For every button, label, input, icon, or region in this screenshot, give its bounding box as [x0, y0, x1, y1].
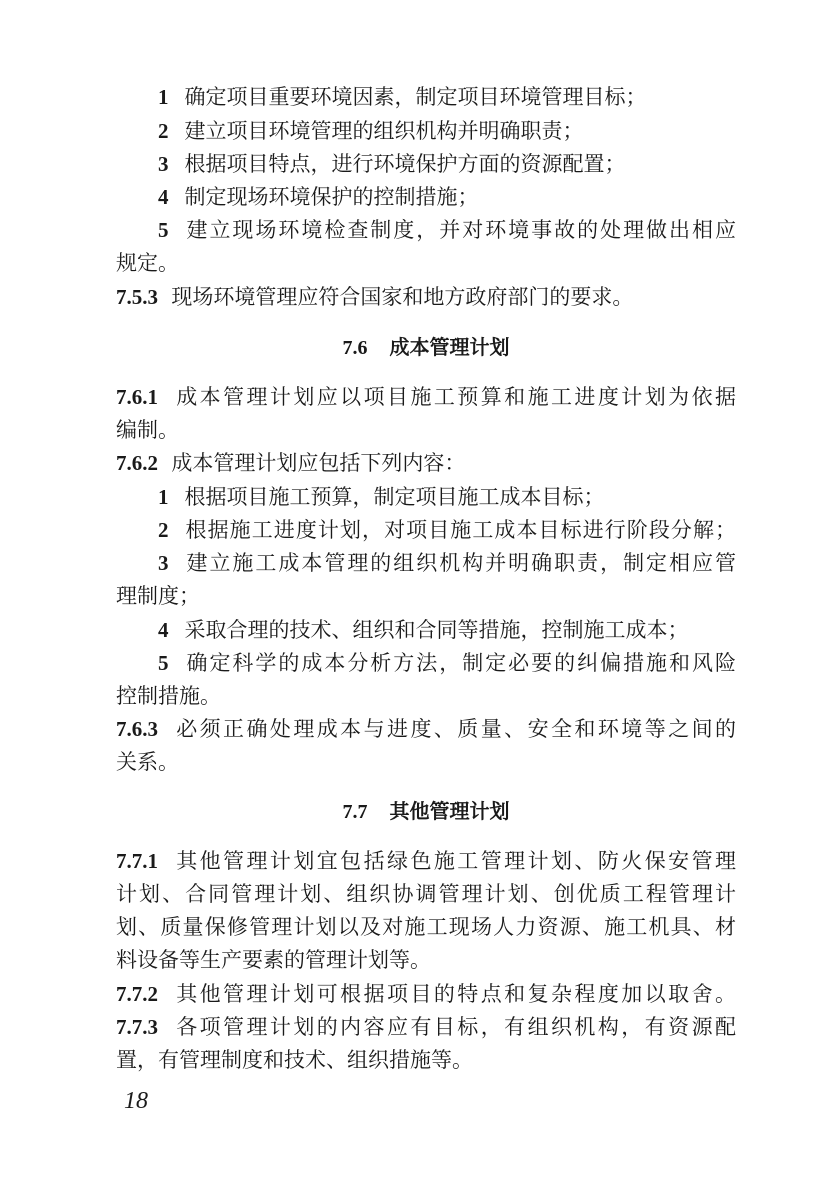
clause-7-6-3-continuation: 关系。	[116, 750, 179, 774]
list-item: 1 确定项目重要环境因素，制定项目环境管理目标；	[158, 85, 647, 109]
clause-7-6-3: 7.6.3 必须正确处理成本与进度、质量、安全和环境等之间的	[116, 717, 736, 741]
clause-7-7-1-continuation: 划、质量保修管理计划以及对施工现场人力资源、施工机具、材	[116, 915, 736, 939]
clause-7-7-3: 7.7.3 各项管理计划的内容应有目标，有组织机构，有资源配	[116, 1015, 736, 1039]
list-item: 4 采取合理的技术、组织和合同等措施，控制施工成本；	[158, 618, 689, 642]
list-item: 2 建立项目环境管理的组织机构并明确职责；	[158, 119, 584, 143]
list-item-continuation: 控制措施。	[116, 684, 221, 708]
list-item: 3 根据项目特点，进行环境保护方面的资源配置；	[158, 152, 626, 176]
list-item: 4 制定现场环境保护的控制措施；	[158, 185, 479, 209]
clause-7-7-1-continuation: 计划、合同管理计划、组织协调管理计划、创优质工程管理计	[116, 882, 736, 906]
clause-7-7-1: 7.7.1 其他管理计划宜包括绿色施工管理计划、防火保安管理	[116, 849, 736, 873]
list-item: 2 根据施工进度计划，对项目施工成本目标进行阶段分解；	[158, 518, 736, 542]
clause-7-7-3-continuation: 置，有管理制度和技术、组织措施等。	[116, 1048, 473, 1072]
list-item: 5 建立现场环境检查制度，并对环境事故的处理做出相应	[158, 218, 736, 242]
list-item: 3 建立施工成本管理的组织机构并明确职责，制定相应管	[158, 551, 736, 575]
list-item: 5 确定科学的成本分析方法，制定必要的纠偏措施和风险	[158, 651, 736, 675]
clause-7-6-1: 7.6.1 成本管理计划应以项目施工预算和施工进度计划为依据	[116, 385, 736, 409]
list-item: 1 根据项目施工预算，制定项目施工成本目标；	[158, 485, 605, 509]
clause-7-5-3: 7.5.3 现场环境管理应符合国家和地方政府部门的要求。	[116, 285, 634, 309]
clause-7-7-1-continuation: 料设备等生产要素的管理计划等。	[116, 948, 431, 972]
section-heading-7-7: 7.7 其他管理计划	[342, 799, 510, 823]
clause-7-7-2: 7.7.2 其他管理计划可根据项目的特点和复杂程度加以取舍。	[116, 982, 736, 1006]
section-heading-7-6: 7.6 成本管理计划	[342, 335, 510, 359]
clause-7-6-2: 7.6.2 成本管理计划应包括下列内容：	[116, 451, 466, 475]
clause-7-6-1-continuation: 编制。	[116, 418, 179, 442]
list-item-continuation: 规定。	[116, 251, 179, 275]
page-number: 18	[124, 1088, 148, 1114]
list-item-continuation: 理制度；	[116, 584, 200, 608]
